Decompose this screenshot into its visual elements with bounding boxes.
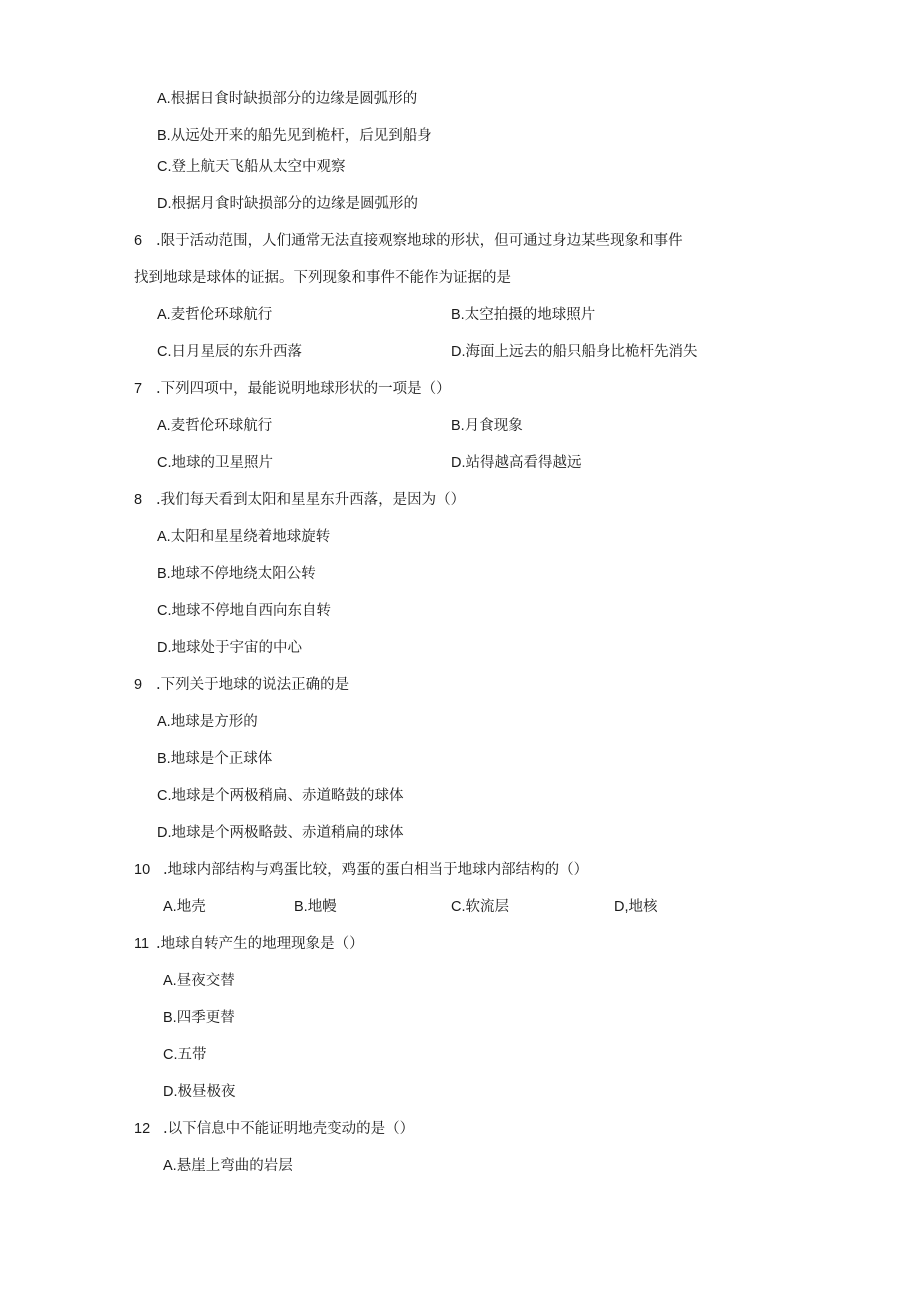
q8-option-a: A.太阳和星星绕着地球旋转 — [157, 529, 331, 545]
q8-stem: 8 .我们每天看到太阳和星星东升西落，是因为（） — [134, 492, 466, 508]
q10-option-d: D,地核 — [614, 899, 658, 915]
q11-option-b: B.四季更替 — [163, 1010, 235, 1026]
q12-option-a: A.悬崖上弯曲的岩层 — [163, 1158, 293, 1174]
question-number: 10 — [134, 862, 151, 878]
question-number: 11 — [134, 936, 150, 952]
q7-option-d: D.站得越高看得越远 — [451, 455, 582, 471]
q10-option-c: C.软流层 — [451, 899, 509, 915]
q8-option-b: B.地球不停地绕太阳公转 — [157, 566, 316, 582]
q5-option-c: C.登上航天飞船从太空中观察 — [157, 159, 346, 175]
q7-stem: 7 .下列四项中，最能说明地球形状的一项是（） — [134, 381, 451, 397]
q8-option-d: D.地球处于宇宙的中心 — [157, 640, 302, 656]
question-number: 6 — [134, 233, 143, 249]
q5-option-d: D.根据月食时缺损部分的边缘是圆弧形的 — [157, 196, 418, 212]
q10-stem: 10 .地球内部结构与鸡蛋比较，鸡蛋的蛋白相当于地球内部结构的（） — [134, 862, 589, 878]
q11-option-c: C.五带 — [163, 1047, 207, 1063]
q12-stem: 12 .以下信息中不能证明地壳变动的是（） — [134, 1121, 415, 1137]
q7-option-c: C.地球的卫星照片 — [157, 455, 273, 471]
q6-option-c: C.日月星辰的东升西落 — [157, 344, 302, 360]
q7-option-a: A.麦哲伦环球航行 — [157, 418, 273, 434]
q5-option-a: A.根据日食时缺损部分的边缘是圆弧形的 — [157, 91, 418, 107]
question-number: 12 — [134, 1121, 151, 1137]
q10-option-b: B.地幔 — [294, 899, 337, 915]
question-number: 9 — [134, 677, 143, 693]
q6-stem-continued: 找到地球是球体的证据。下列现象和事件不能作为证据的是 — [134, 270, 511, 286]
q9-option-b: B.地球是个正球体 — [157, 751, 273, 767]
question-number: 8 — [134, 492, 143, 508]
q9-option-c: C.地球是个两极稍扁、赤道略鼓的球体 — [157, 788, 404, 804]
q8-option-c: C.地球不停地自西向东自转 — [157, 603, 331, 619]
q9-option-a: A.地球是方形的 — [157, 714, 258, 730]
q6-stem: 6 .限于活动范围，人们通常无法直接观察地球的形状，但可通过身边某些现象和事件 — [134, 233, 683, 249]
q5-option-b: B.从远处开来的船先见到桅杆，后见到船身 — [157, 128, 432, 144]
q6-option-d: D.海面上远去的船只船身比桅杆先消失 — [451, 344, 698, 360]
q10-option-a: A.地壳 — [163, 899, 206, 915]
q6-option-b: B.太空拍摄的地球照片 — [451, 307, 596, 323]
q9-stem: 9 .下列关于地球的说法正确的是 — [134, 677, 350, 693]
q11-option-a: A.昼夜交替 — [163, 973, 235, 989]
question-number: 7 — [134, 381, 143, 397]
q9-option-d: D.地球是个两极略鼓、赤道稍扁的球体 — [157, 825, 404, 841]
q11-option-d: D.极昼极夜 — [163, 1084, 236, 1100]
q6-option-a: A.麦哲伦环球航行 — [157, 307, 273, 323]
q7-option-b: B.月食现象 — [451, 418, 523, 434]
q11-stem: 11 .地球自转产生的地理现象是（） — [134, 936, 364, 952]
